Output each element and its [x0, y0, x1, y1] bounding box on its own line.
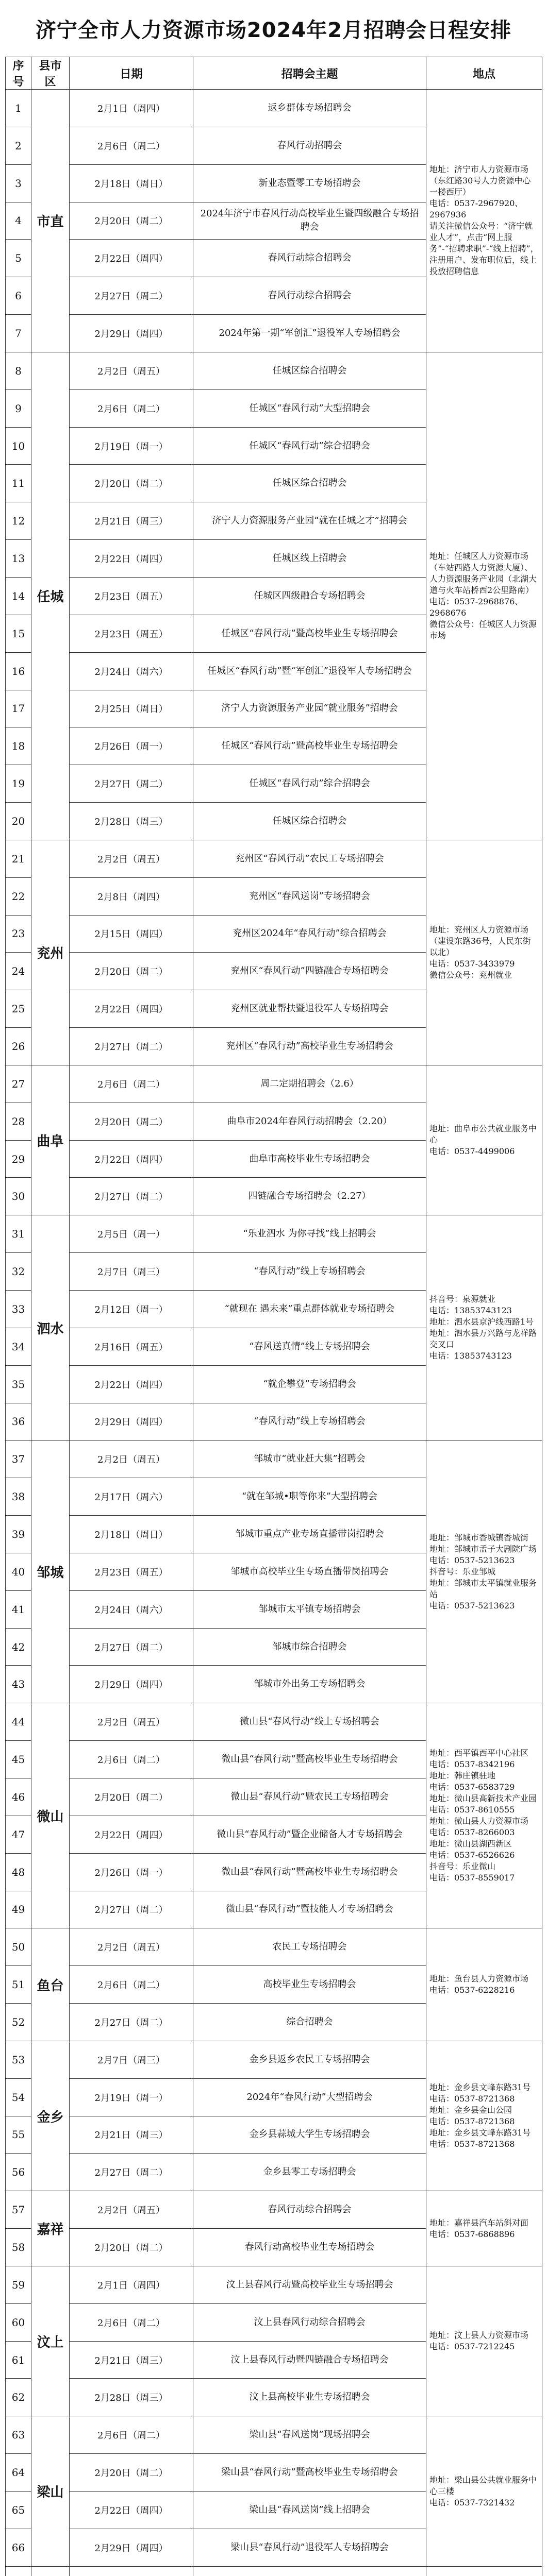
row-seq: 11: [6, 465, 31, 502]
county-name: 曲阜: [31, 1065, 70, 1215]
row-seq: 21: [6, 840, 31, 877]
page-title: 济宁全市人力资源市场2024年2月招聘会日程安排: [35, 18, 512, 42]
row-date: 2月22日（周四）: [70, 540, 193, 578]
row-topic: 任城区“春风行动”综合招聘会: [193, 765, 426, 803]
row-seq: 12: [6, 502, 31, 540]
row-date: 2月19日（周一）: [70, 2078, 193, 2116]
row-topic: 春风行动综合招聘会: [193, 277, 426, 315]
row-date: 2月20日（周二）: [70, 1103, 193, 1140]
row-topic: 汶上县春风行动暨高校毕业生专场招聘会: [193, 2266, 426, 2303]
row-topic: 邹城市“就业赶大集”招聘会: [193, 1440, 426, 1478]
row-seq: 32: [6, 1253, 31, 1291]
row-date: 2月16日（周五）: [70, 1328, 193, 1365]
row-seq: [6, 2566, 31, 2576]
row-date: 2月28日（周三）: [70, 2379, 193, 2416]
table-row: [6, 2041, 542, 2078]
row-topic: “就企攀登”专场招聘会: [193, 1365, 426, 1403]
row-seq: 43: [6, 1666, 31, 1703]
row-date: 2月27日（周二）: [70, 1891, 193, 1928]
row-date: 2月8日（周四）: [70, 877, 193, 915]
row-seq: 1: [6, 90, 31, 127]
row-topic: 任城区“春风行动”综合招聘会: [193, 427, 426, 465]
row-topic: 春风行动高校毕业生专场招聘会: [193, 2229, 426, 2266]
county-place: 地址：鱼台县人力资源市场 电话：0537-6228216: [426, 1928, 542, 2041]
header-topic: 招聘会主题: [193, 57, 426, 90]
county-place: 地址：邹城市香城镇香城街 地址：邹城市孟子大剧院广场 电话：0537-5213623 抖音号：乐业邹城 地址：邹城市太平镇就业服务站 电话：0537-5213623: [426, 1440, 542, 1703]
row-date: 2月5日（周一）: [70, 1215, 193, 1253]
row-topic: 济宁人力资源服务产业园“就在任城之才”招聘会: [193, 502, 426, 540]
row-date: 2月27日（周二）: [70, 765, 193, 803]
row-topic: 兖州区“春风送岗”专场招聘会: [193, 877, 426, 915]
row-seq: 33: [6, 1291, 31, 1328]
row-topic: 新业态暨零工专场招聘会: [193, 164, 426, 202]
table-row: [6, 2266, 542, 2303]
row-seq: 19: [6, 765, 31, 803]
row-seq: 10: [6, 427, 31, 465]
row-topic: 梁山县“春风送岗”线上招聘会: [193, 2492, 426, 2529]
row-date: 2月6日（周二）: [70, 127, 193, 164]
row-topic: 曲阜市高校毕业生专场招聘会: [193, 1140, 426, 1178]
row-seq: 29: [6, 1140, 31, 1178]
row-date: 2月7日（周三）: [70, 2041, 193, 2078]
row-topic: 2024年济宁市春风行动高校毕业生暨四级融合专场招聘会: [193, 202, 426, 240]
row-topic: 2024年“春风行动”大型招聘会: [193, 2078, 426, 2116]
row-seq: 62: [6, 2379, 31, 2416]
row-seq: 49: [6, 1891, 31, 1928]
row-topic: “春风送真情”线上专场招聘会: [193, 1328, 426, 1365]
row-topic: 邹城市太平镇专场招聘会: [193, 1590, 426, 1628]
row-topic: 金乡县蒜城大学生专场招聘会: [193, 2116, 426, 2154]
row-date: 2月6日（周二）: [70, 1065, 193, 1103]
row-date: 2月2日（周五）: [70, 352, 193, 389]
row-topic: 曲阜市2024年春风行动招聘会（2.20）: [193, 1103, 426, 1140]
row-seq: 26: [6, 1028, 31, 1065]
row-date: 2月20日（周二）: [70, 953, 193, 990]
row-seq: 42: [6, 1628, 31, 1666]
row-date: 2月2日（周五）: [70, 840, 193, 877]
row-date: 2月20日（周二）: [70, 202, 193, 240]
row-seq: 31: [6, 1215, 31, 1253]
row-seq: 8: [6, 352, 31, 389]
county-place: 抖音号：泉源就业 电话：13853743123 地址：泗水县京沪线西路1号 地址：泗水县万兴路与龙祥路交叉口 电话：13853743123: [426, 1215, 542, 1440]
row-date: 2月21日（周三）: [70, 502, 193, 540]
row-seq: 3: [6, 164, 31, 202]
row-date: 2月26日（周一）: [70, 1853, 193, 1891]
row-topic: 梁山县“春风行动”退役军人专场招聘会: [193, 2529, 426, 2566]
table-row: [6, 1440, 542, 1478]
table-row: [6, 2191, 542, 2229]
row-date: 2月27日（周二）: [70, 1178, 193, 1215]
row-topic: 邹城市高校毕业生专场直播带岗招聘会: [193, 1553, 426, 1590]
row-seq: 9: [6, 389, 31, 427]
row-seq: 51: [6, 1966, 31, 2004]
row-seq: 16: [6, 652, 31, 690]
row-seq: 57: [6, 2191, 31, 2229]
row-date: 2月22日（周四）: [70, 1365, 193, 1403]
county-place: 地址：曲阜市公共就业服务中心 电话：0537-4499006: [426, 1065, 542, 1215]
row-topic: 济宁人力资源服务产业园“就业服务”招聘会: [193, 690, 426, 727]
row-seq: 58: [6, 2229, 31, 2266]
row-date: 2月27日（周二）: [70, 2004, 193, 2041]
row-seq: 46: [6, 1778, 31, 1816]
row-date: 2月20日（周二）: [70, 2229, 193, 2266]
row-topic: “乐业泗水 为你寻找”线上招聘会: [193, 1215, 426, 1253]
row-topic: 微山县“春风行动”暨高校毕业生专场招聘会: [193, 1853, 426, 1891]
row-seq: 38: [6, 1478, 31, 1516]
row-date: 2月2日（周五）: [70, 1440, 193, 1478]
row-topic: 微山县“春风行动”线上专场招聘会: [193, 1703, 426, 1741]
row-date: 2月22日（周四）: [70, 2492, 193, 2529]
row-topic: 梁山县“春风送岗”现场招聘会: [193, 2416, 426, 2454]
county-place: 地址：任城区人力资源市场（车站西路人力资源大厦）、人力资源服务产业园（北湖大道与火车站桥西2公里路南） 电话：0537-2968876、2968676 微信公众号：任城区人力资源市场: [426, 352, 542, 840]
row-topic: “就现在 遇未来”重点群体就业专场招聘会: [193, 1291, 426, 1328]
row-topic: 微山县“春风行动”暨高校毕业生专场招聘会: [193, 1741, 426, 1778]
row-date: 2月26日（周一）: [70, 727, 193, 765]
table-row: [6, 90, 542, 127]
county-name: [31, 2566, 70, 2576]
row-topic: 汶上县高校毕业生专场招聘会: [193, 2379, 426, 2416]
row-topic: 任城区四级融合专场招聘会: [193, 577, 426, 615]
row-seq: 24: [6, 953, 31, 990]
row-date: 2月6日（周二）: [70, 1966, 193, 2004]
county-place: 地址：金乡县文峰东路31号 电话：0537-8721368 地址：金乡县金山公园 电话：0537-8721368 地址：金乡县文峰东路31号 电话：0537-8721368: [426, 2041, 542, 2191]
row-seq: 61: [6, 2341, 31, 2379]
row-topic: 周二定期招聘会（2.6）: [193, 1065, 426, 1103]
row-topic: 任城区“春风行动”暨“军创汇”退役军人专场招聘会: [193, 652, 426, 690]
schedule-rows: [6, 90, 542, 2576]
header-date: 日期: [70, 57, 193, 90]
row-date: 2月23日（周五）: [70, 1553, 193, 1590]
header-county: 县市区: [31, 57, 70, 90]
row-topic: 金乡县零工专场招聘会: [193, 2154, 426, 2191]
row-seq: 17: [6, 690, 31, 727]
row-topic: 微山县“春风行动”暨农民工专场招聘会: [193, 1778, 426, 1816]
row-topic: 邹城市综合招聘会: [193, 1628, 426, 1666]
row-topic: 兖州区“春风行动”农民工专场招聘会: [193, 840, 426, 877]
row-date: 2月24日（周六）: [70, 1590, 193, 1628]
row-date: 2月21日（周三）: [70, 2341, 193, 2379]
row-date: 2月22日（周四）: [70, 1816, 193, 1853]
row-topic: 梁山县“春风行动”暨高校毕业生专场招聘会: [193, 2454, 426, 2492]
row-date: 2月18日（周日）: [70, 1516, 193, 1553]
row-topic: 微山县“春风行动”暨技能人才专场招聘会: [193, 1891, 426, 1928]
header-place: 地点: [426, 57, 542, 90]
row-topic: 邹城市重点产业专场直播带岗招聘会: [193, 1516, 426, 1553]
row-seq: 18: [6, 727, 31, 765]
row-date: 2月2日（周五）: [70, 1703, 193, 1741]
county-name: 梁山: [31, 2416, 70, 2566]
row-seq: 39: [6, 1516, 31, 1553]
row-date: 2月28日（周三）: [70, 803, 193, 840]
row-date: 2月22日（周四）: [70, 990, 193, 1028]
row-date: 2月6日（周二）: [70, 2416, 193, 2454]
row-date: 2月29日（周四）: [70, 1403, 193, 1440]
county-name: 金乡: [31, 2041, 70, 2191]
row-seq: 23: [6, 915, 31, 953]
row-date: 2月29日（周四）: [70, 1666, 193, 1703]
row-topic: 农民工专场招聘会: [193, 1928, 426, 1966]
county-name: 鱼台: [31, 1928, 70, 2041]
row-date: 2月21日（周三）: [70, 2116, 193, 2154]
row-topic: 兖州区“春风行动”四链融合专场招聘会: [193, 953, 426, 990]
row-topic: 金乡县返乡农民工专场招聘会: [193, 2041, 426, 2078]
row-seq: 13: [6, 540, 31, 578]
row-seq: 63: [6, 2416, 31, 2454]
row-seq: 37: [6, 1440, 31, 1478]
row-seq: 59: [6, 2266, 31, 2303]
row-topic: 春风行动综合招聘会: [193, 240, 426, 277]
row-seq: 44: [6, 1703, 31, 1741]
row-seq: 52: [6, 2004, 31, 2041]
schedule-table: [5, 57, 542, 2576]
row-seq: 50: [6, 1928, 31, 1966]
row-date: 2月22日（周四）: [70, 240, 193, 277]
row-date: 2月12日（周一）: [70, 1291, 193, 1328]
row-topic: 汶上县春风行动暨四链融合专场招聘会: [193, 2341, 426, 2379]
row-date: 2月27日（周二）: [70, 1028, 193, 1065]
table-row: [6, 2566, 542, 2576]
row-seq: 30: [6, 1178, 31, 1215]
row-date: 2月27日（周二）: [70, 1628, 193, 1666]
row-date: 2月18日（周日）: [70, 164, 193, 202]
row-topic: 任城区“春风行动”暨高校毕业生专场招聘会: [193, 615, 426, 652]
row-date: 2月19日（周一）: [70, 427, 193, 465]
row-date: 2月23日（周五）: [70, 615, 193, 652]
county-name: 任城: [31, 352, 70, 840]
county-name: 泗水: [31, 1215, 70, 1440]
row-date: 2月6日（周二）: [70, 1741, 193, 1778]
row-date: 2月1日（周四）: [70, 2266, 193, 2303]
row-topic: “春风行动”线上专场招聘会: [193, 1253, 426, 1291]
row-topic: 微山县“春风行动”暨企业储备人才专场招聘会: [193, 1816, 426, 1853]
row-topic: 春风行动综合招聘会: [193, 2191, 426, 2229]
county-place: 地址：梁山县公共就业服务中心三楼 电话：0537-7321432: [426, 2416, 542, 2566]
row-date: [70, 2566, 193, 2576]
row-date: 2月27日（周二）: [70, 2154, 193, 2191]
row-topic: “就在邹城•职等你来”大型招聘会: [193, 1478, 426, 1516]
row-seq: 66: [6, 2529, 31, 2566]
row-seq: 22: [6, 877, 31, 915]
row-topic: 兖州区“春风行动”高校毕业生专场招聘会: [193, 1028, 426, 1065]
row-date: 2月1日（周四）: [70, 90, 193, 127]
table-row: [6, 1065, 542, 1103]
county-place: 地址：济宁市人力资源市场（东红路30号人力资源中心一楼西厅） 电话：0537-2967920、2967936 请关注微信公众号：“济宁就业人才”，点击“网上服务”-“招聘求职”-“线上招聘”，注册用户、发布职位后，线上投放招聘信息: [426, 90, 542, 352]
row-seq: 27: [6, 1065, 31, 1103]
row-date: 2月20日（周二）: [70, 465, 193, 502]
county-name: 市直: [31, 90, 70, 352]
table-row: [6, 352, 542, 389]
row-date: 2月20日（周二）: [70, 1778, 193, 1816]
row-topic: [193, 2566, 426, 2576]
row-topic: 综合招聘会: [193, 2004, 426, 2041]
county-name: 邹城: [31, 1440, 70, 1703]
county-place: 地址：兖州区人力资源市场（建设东路36号，人民东街以北） 电话：0537-3433979 微信公众号：兖州就业: [426, 840, 542, 1065]
row-topic: “春风行动”线上专场招聘会: [193, 1403, 426, 1440]
row-seq: 20: [6, 803, 31, 840]
row-seq: 64: [6, 2454, 31, 2492]
table-row: [6, 1928, 542, 1966]
row-date: 2月29日（周四）: [70, 2529, 193, 2566]
row-topic: 四链融合专场招聘会（2.27）: [193, 1178, 426, 1215]
row-seq: 60: [6, 2303, 31, 2341]
row-seq: 53: [6, 2041, 31, 2078]
row-seq: 35: [6, 1365, 31, 1403]
row-seq: 54: [6, 2078, 31, 2116]
row-date: 2月7日（周三）: [70, 1253, 193, 1291]
county-name: 汶上: [31, 2266, 70, 2416]
row-topic: 任城区线上招聘会: [193, 540, 426, 578]
row-seq: 25: [6, 990, 31, 1028]
row-date: 2月29日（周四）: [70, 315, 193, 352]
row-topic: 兖州区2024年“春风行动”综合招聘会: [193, 915, 426, 953]
row-date: 2月27日（周二）: [70, 277, 193, 315]
row-seq: 15: [6, 615, 31, 652]
row-seq: 7: [6, 315, 31, 352]
row-date: 2月25日（周日）: [70, 690, 193, 727]
row-topic: 2024年第一期“军创汇”退役军人专场招聘会: [193, 315, 426, 352]
row-date: 2月22日（周四）: [70, 1140, 193, 1178]
row-seq: 47: [6, 1816, 31, 1853]
row-seq: 4: [6, 202, 31, 240]
table-header-row: [6, 57, 542, 90]
row-date: 2月15日（周四）: [70, 915, 193, 953]
row-seq: 45: [6, 1741, 31, 1778]
row-date: 2月23日（周五）: [70, 577, 193, 615]
row-topic: 兖州区就业帮扶暨退役军人专场招聘会: [193, 990, 426, 1028]
row-topic: 返乡群体专场招聘会: [193, 90, 426, 127]
table-row: [6, 2416, 542, 2454]
row-topic: 春风行动招聘会: [193, 127, 426, 164]
county-name: 微山: [31, 1703, 70, 1928]
row-topic: 任城区综合招聘会: [193, 352, 426, 389]
row-date: 2月24日（周六）: [70, 652, 193, 690]
row-topic: 高校毕业生专场招聘会: [193, 1966, 426, 2004]
row-seq: 6: [6, 277, 31, 315]
county-name: 嘉祥: [31, 2191, 70, 2266]
row-topic: 任城区“春风行动”大型招聘会: [193, 389, 426, 427]
row-date: 2月20日（周二）: [70, 2454, 193, 2492]
row-topic: 任城区“春风行动”暨高校毕业生专场招聘会: [193, 727, 426, 765]
header-seq: 序号: [6, 57, 31, 90]
row-topic: 邹城市外出务工专场招聘会: [193, 1666, 426, 1703]
county-place: 地址：西平镇西平中心社区 电话：0537-8342196 地址：韩庄镇驻地 电话：0537-6583729 地址：微山县高新技术产业园 电话：0537-8610555 地址：微山县人力资源市场 电话：0537-8266003 地址：微山县湖西新区 电话：0537-6526626 抖音号：乐业微山 电话：0537-8559017: [426, 1703, 542, 1928]
row-seq: 65: [6, 2492, 31, 2529]
row-seq: 36: [6, 1403, 31, 1440]
row-seq: 14: [6, 577, 31, 615]
county-place: [426, 2566, 542, 2576]
table-row: [6, 840, 542, 877]
row-seq: 41: [6, 1590, 31, 1628]
row-topic: 任城区综合招聘会: [193, 465, 426, 502]
row-seq: 40: [6, 1553, 31, 1590]
row-seq: 5: [6, 240, 31, 277]
row-seq: 34: [6, 1328, 31, 1365]
county-name: 兖州: [31, 840, 70, 1065]
row-date: 2月6日（周二）: [70, 2303, 193, 2341]
row-topic: 汶上县春风行动综合招聘会: [193, 2303, 426, 2341]
row-date: 2月2日（周五）: [70, 2191, 193, 2229]
row-seq: 28: [6, 1103, 31, 1140]
row-topic: 任城区综合招聘会: [193, 803, 426, 840]
county-place: 地址：汶上县人力资源市场 电话：0537-7212245: [426, 2266, 542, 2416]
county-place: 地址：嘉祥县汽车站斜对面 电话：0537-6868896: [426, 2191, 542, 2266]
row-seq: 56: [6, 2154, 31, 2191]
table-row: [6, 1215, 542, 1253]
row-date: 2月2日（周五）: [70, 1928, 193, 1966]
row-seq: 2: [6, 127, 31, 164]
row-seq: 48: [6, 1853, 31, 1891]
table-row: [6, 1703, 542, 1741]
row-date: 2月17日（周六）: [70, 1478, 193, 1516]
row-seq: 55: [6, 2116, 31, 2154]
row-date: 2月6日（周二）: [70, 389, 193, 427]
